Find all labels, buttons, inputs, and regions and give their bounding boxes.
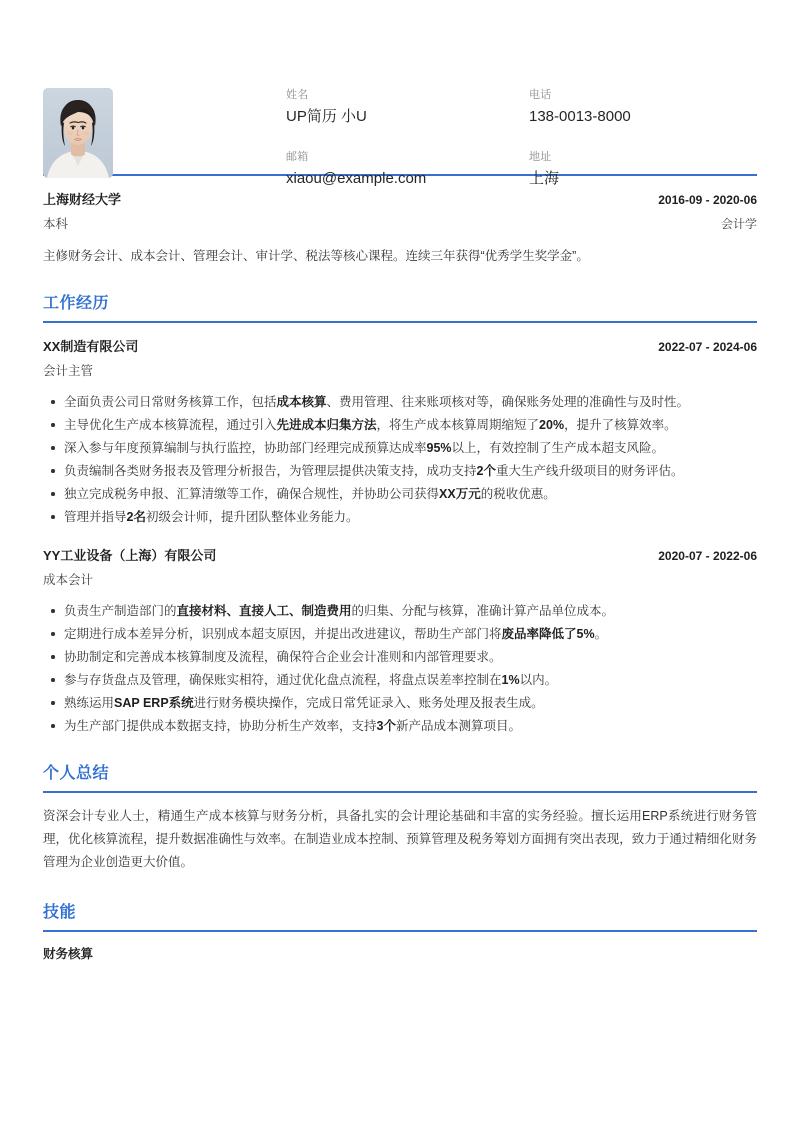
section-divider-summary [43,791,757,793]
contact-info-grid [286,88,757,190]
work-position: 会计主管 [43,364,94,378]
contact-label-name: 姓名 [286,89,309,101]
education-degree: 本科 [43,217,69,231]
section-title-skills: 技能 [43,904,77,921]
education-description: 主修财务会计、成本会计、管理会计、审计学、税法等核心课程。连续三年获得“优秀学生奖学金”。 [43,249,589,263]
work-bullet-item: 深入参与年度预算编制与执行监控，协助部门经理完成预算达成率95%以上，有效控制了生产成本超支风险。 [43,437,757,459]
work-bullet-item: 负责生产制造部门的直接材料、直接人工、制造费用的归集、分配与核算，准确计算产品单位成本。 [43,600,757,622]
contact-value-email: xiaou@example.com [286,170,427,187]
contact-field-name [286,88,529,128]
work-entry-header [43,546,757,566]
education-entry-header [43,190,757,210]
work-entry-header [43,337,757,357]
work-date: 2022-07 - 2024-06 [658,340,757,354]
education-entry-subheader [43,214,757,234]
contact-label-email: 邮箱 [286,151,309,163]
summary-text: 资深会计专业人士，精通生产成本核算与财务分析，具备扎实的会计理论基础和丰富的实务经验。擅长运用ERP系统进行财务管理，优化核算流程，提升数据准确性与效率。在制造业成本控制、预算管理及税务筹划方面拥有突出表现，致力于通过精细化财务管理为企业创造更大价值。 [43,809,757,869]
section-work [43,293,757,737]
work-date: 2020-07 - 2022-06 [658,549,757,563]
work-bullet-item: 协助制定和完善成本核算制度及流程，确保符合企业会计准则和内部管理要求。 [43,646,757,668]
section-divider-skills [43,930,757,932]
resume-header [43,0,757,187]
contact-label-phone: 电话 [529,89,552,101]
contact-value-address: 上海 [529,170,560,187]
work-position: 成本会计 [43,573,94,587]
work-entry-subheader [43,570,757,590]
work-bullet-item: 管理并指导2名初级会计师，提升团队整体业务能力。 [43,506,757,528]
work-bullet-item: 为生产部门提供成本数据支持，协助分析生产效率，支持3个新产品成本测算项目。 [43,715,757,737]
section-title-summary: 个人总结 [43,765,110,782]
contact-value-phone: 138-0013-8000 [529,108,631,125]
contact-field-address [529,150,757,190]
section-title-work: 工作经历 [43,295,110,312]
work-bullet-list [43,600,757,737]
section-divider-work [43,321,757,323]
work-company: YY工业设备（上海）有限公司 [43,548,217,563]
work-company: XX制造有限公司 [43,339,139,354]
work-entry-subheader [43,361,757,381]
work-bullet-item: 全面负责公司日常财务核算工作，包括成本核算、费用管理、往来账项核对等，确保账务处理的准确性与及时性。 [43,391,757,413]
education-date: 2016-09 - 2020-06 [658,193,757,207]
contact-field-email [286,150,529,190]
contact-value-name: UP简历 小U [286,108,367,125]
section-summary [43,763,757,874]
work-bullet-item: 独立完成税务申报、汇算清缴等工作，确保合规性，并协助公司获得XX万元的税收优惠。 [43,483,757,505]
education-entry [43,190,757,267]
contact-field-phone [529,88,757,128]
portrait-photo-icon [43,88,113,178]
contact-label-address: 地址 [529,151,552,163]
section-skills [43,902,757,964]
work-bullet-item: 主导优化生产成本核算流程，通过引入先进成本归集方法，将生产成本核算周期缩短了20%，提升了核算效率。 [43,414,757,436]
work-entry [43,337,757,528]
work-bullet-item: 定期进行成本差异分析，识别成本超支原因，并提出改进建议，帮助生产部门将废品率降低了5%。 [43,623,757,645]
work-bullet-item: 参与存货盘点及管理，确保账实相符，通过优化盘点流程，将盘点误差率控制在1%以内。 [43,669,757,691]
work-bullet-item: 负责编制各类财务报表及管理分析报告，为管理层提供决策支持，成功支持2个重大生产线升级项目的财务评估。 [43,460,757,482]
work-bullet-item: 熟练运用SAP ERP系统进行财务模块操作，完成日常凭证录入、账务处理及报表生成。 [43,692,757,714]
education-major: 会计学 [720,217,757,231]
work-bullet-list [43,391,757,528]
avatar [43,88,113,178]
skill-item-name: 财务核算 [43,947,94,961]
education-school: 上海财经大学 [43,192,122,207]
work-entry [43,546,757,737]
